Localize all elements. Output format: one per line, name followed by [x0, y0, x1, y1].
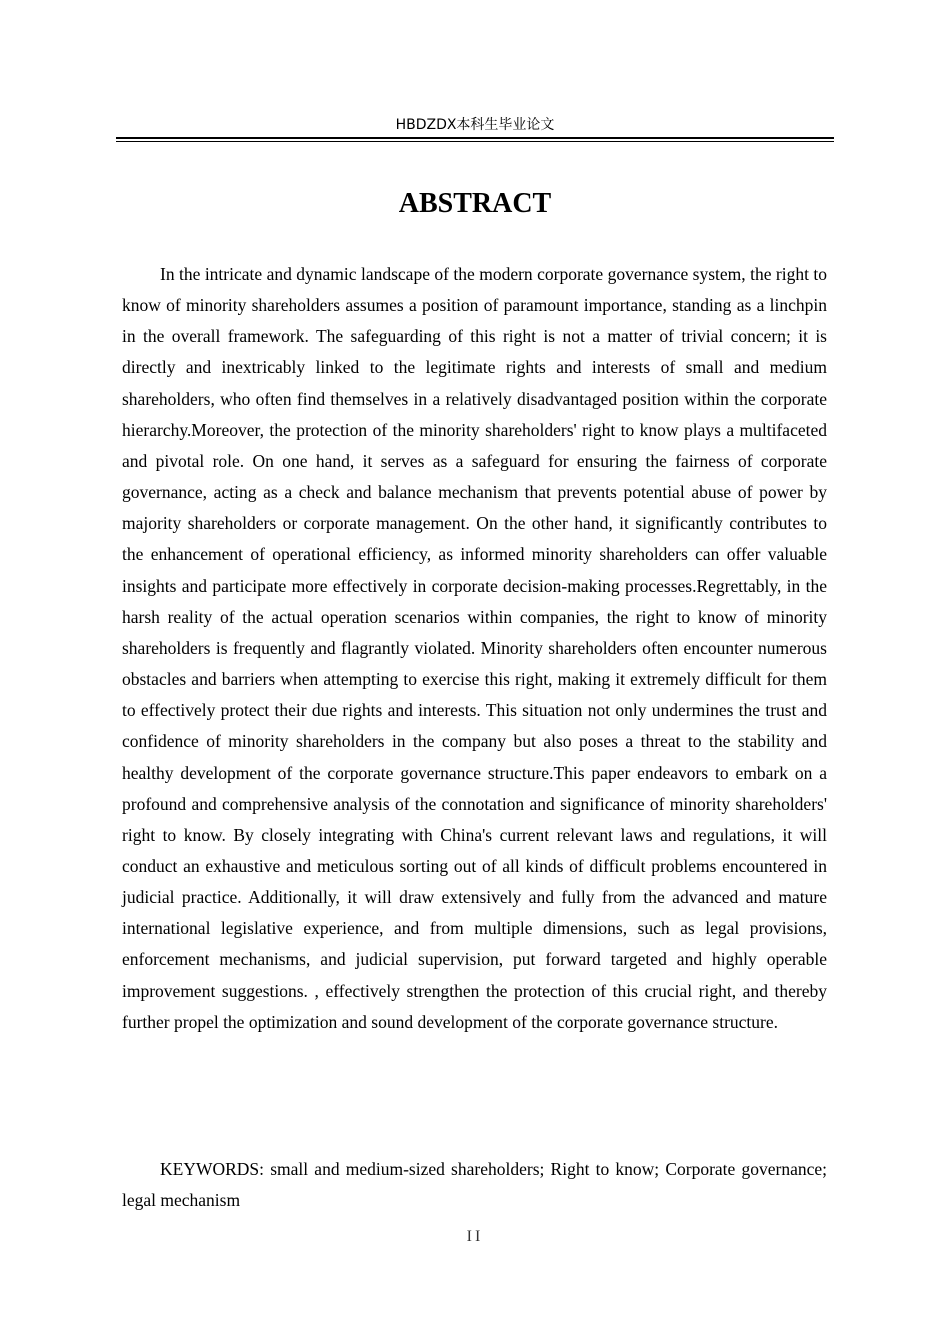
abstract-paragraph: In the intricate and dynamic landscape of the modern corporate governance system, the right to know of minority shareholders assumes a position of paramount importance, standing as a linchpin in the overall framework. The safeguarding of this right is not a matter of trivial concern; it is directly and inextricably linked to the legitimate rights and interests of small and medium shareholders, who often find themselves in a relatively disadvantaged position within the corporate hierarchy.Moreover, the protection of the minority shareholders' right to know plays a multifaceted and pivotal role. On one hand, it serves as a safeguard for ensuring the fairness of corporate governance, acting as a check and balance mechanism that prevents potential abuse of power by majority shareholders or corporate management. On the other hand, it significantly contributes to the enhancement of operational efficiency, as informed minority shareholders can offer valuable insights and participate more effectively in corporate decision-making processes.Regrettably, in the harsh reality of the actual operation scenarios within companies, the right to know of minority shareholders is frequently and flagrantly violated. Minority shareholders often encounter numerous obstacles and barriers when attempting to exercise this right, making it extremely difficult for them to effectively protect their due rights and interests. This situation not only undermines the trust and confidence of minority shareholders in the company but also poses a threat to the stability and healthy development of the corporate governance structure.This paper endeavors to embark on a profound and comprehensive analysis of the connotation and significance of minority shareholders' right to know. By closely integrating with China's current relevant laws and regulations, it will conduct an exhaustive and meticulous sorting out of all kinds of difficult problems encountered in judicial practice. Additionally, it will draw extensively and fully from the advanced and mature international legislative experience, and from multiple dimensions, such as legal provisions, enforcement mechanisms, and judicial supervision, put forward targeted and highly operable improvement suggestions. , effectively strengthen the protection of this crucial right, and thereby further propel the optimization and sound development of the corporate governance structure. [122, 264, 827, 1032]
page-title: ABSTRACT [398, 188, 552, 219]
header-rule-thin [116, 141, 834, 142]
header-rule-thick [116, 137, 834, 139]
keywords-paragraph: KEYWORDS: small and medium-sized shareholders; Right to know; Corporate governance; legal mechanism [122, 1159, 827, 1211]
running-header: HBDZDX本科生毕业论文 [395, 117, 555, 133]
page-number: II [466, 1228, 484, 1245]
